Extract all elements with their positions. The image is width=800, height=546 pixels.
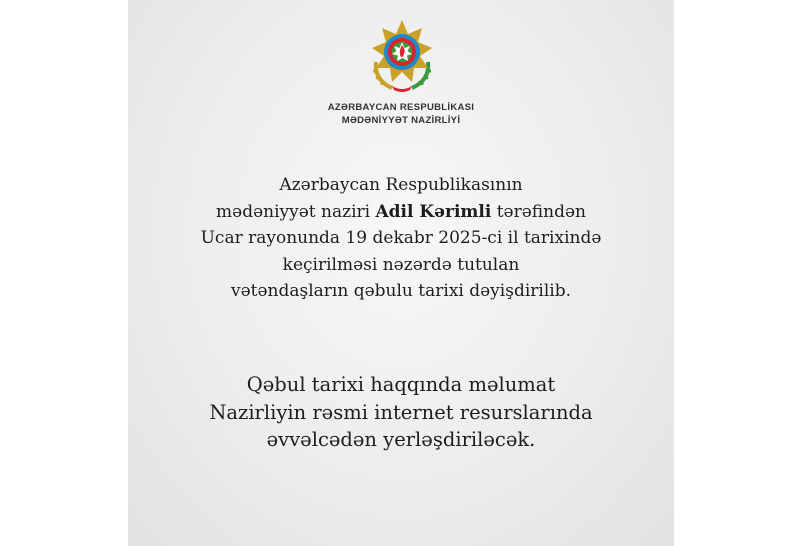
announcement-line: vətəndaşların qəbulu tarixi dəyişdirilib.	[230, 281, 571, 301]
notice-line: Qəbul tarixi haqqında məlumat	[246, 373, 556, 396]
announcement-line: Azərbaycan Respublikasının	[279, 175, 523, 195]
azerbaijan-state-emblem-icon	[362, 18, 442, 94]
notice-line: Nazirliyin rəsmi internet resurslarında	[209, 400, 593, 424]
minister-name: Adil Kərimli	[375, 201, 492, 222]
announcement-text: tərəfindən	[491, 201, 586, 222]
notice-paragraph	[128, 371, 674, 454]
announcement-card	[128, 0, 674, 546]
ministry-name-line1: AZƏRBAYCAN RESPUBLİKASI	[327, 102, 475, 113]
announcement-line-with-name	[128, 199, 674, 226]
announcement-line: keçirilməsi nəzərdə tutulan	[282, 254, 520, 275]
announcement-text: mədəniyyət naziri	[216, 201, 376, 222]
notice-line: əvvəlcədən yerləşdiriləcək.	[266, 428, 536, 451]
announcement-line: Ucar rayonunda 19 dekabr 2025-ci il tarixində	[200, 228, 602, 248]
ministry-name-line2: MƏDƏNİYYƏT NAZİRLİYİ	[341, 115, 461, 126]
announcement-paragraph	[128, 172, 674, 305]
